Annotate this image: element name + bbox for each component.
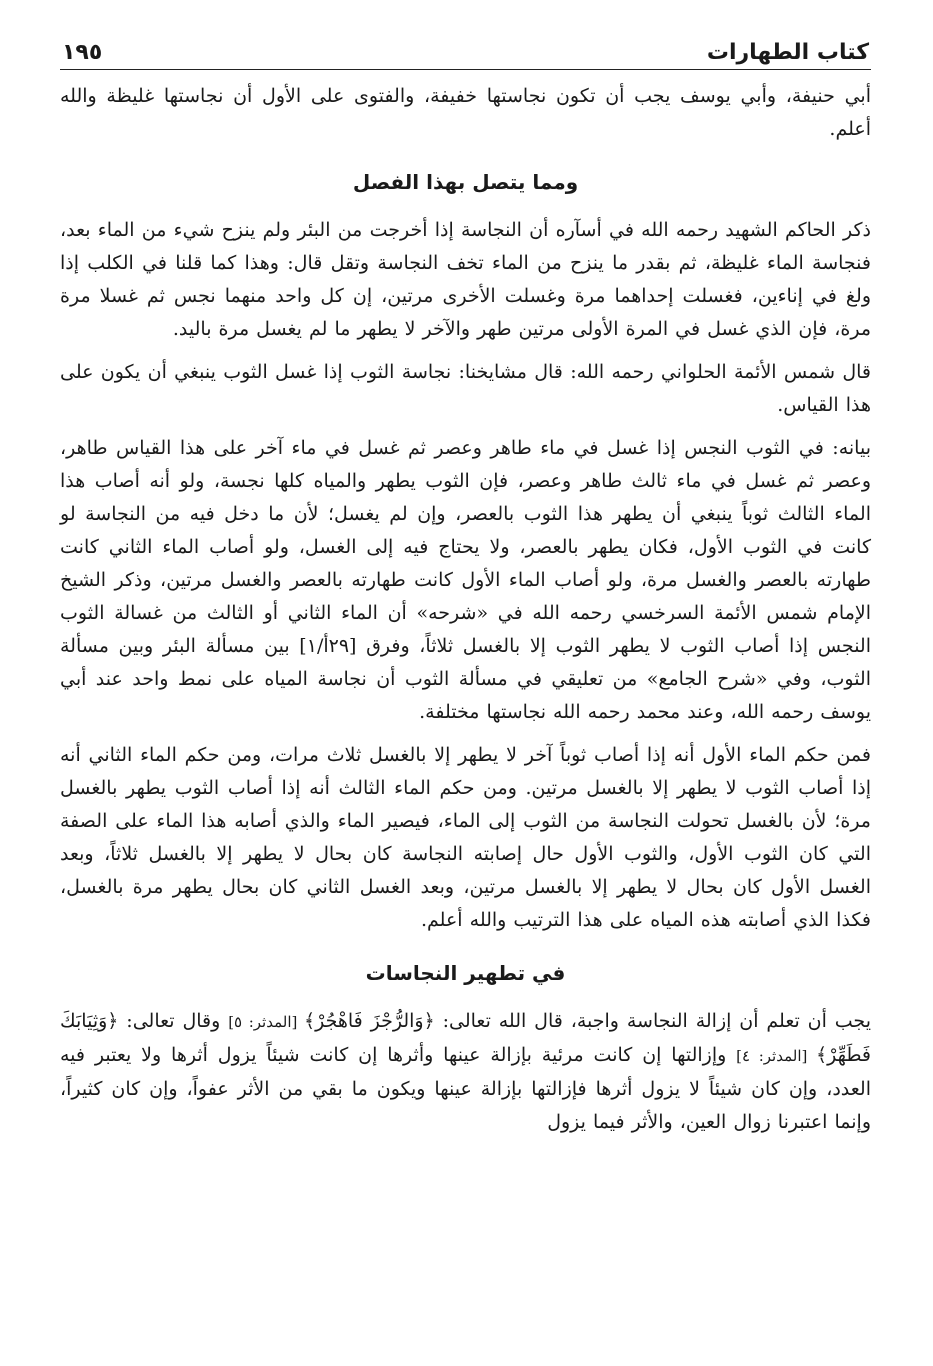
paragraph: فمن حكم الماء الأول أنه إذا أصاب ثوباً آخر لا يطهر إلا بالغسل ثلاث مرات، ومن حكم الماء الثاني أنه إذا أصاب الثوب لا يطهر إلا بالغسل مرتين. ومن حكم الماء الثالث أنه إذا أصاب الثوب يطهر بالغسل مرة؛ لأن بالغسل تحولت النجاسة من الثوب إلى الماء، فيصير الماء والذي أصابه هذا الماء على الصفة التي كان الثوب الأول، والثوب الأول حال إصابته النجاسة كان بحال لا يطهر إلا بالغسل ثلاثاً، وبعد الغسل الأول كان بحال لا يطهر إلا بالغسل مرتين، وبعد الغسل الثاني كان بحال يطهر مرة بالغسل، فكذا الذي أصابته هذه المياه على هذا الترتيب والله أعلم. [60,744,871,931]
section-heading: ومما يتصل بهذا الفصل [352,170,579,194]
body-text [60,80,871,1139]
paragraph: قال شمس الأئمة الحلواني رحمه الله: قال مشايخنا: نجاسة الثوب إذا غسل الثوب ينبغي أن يكون على هذا القياس. [60,361,871,416]
verse-reference: [المدثر: ٤] [736,1047,816,1065]
paragraph: ذكر الحاكم الشهيد رحمه الله في أسآره أن النجاسة إذا أخرجت من البئر ولم ينزح شيء من الماء بعد، فنجاسة الماء غليظة، ثم بقدر ما ينزح من الماء تخف النجاسة وتقل قال: وهذا كما قلنا في الكلب إذا ولغ في إناءين، فغسلت إحداهما مرة وغسلت الأخرى مرتين، إن كل واحد منهما نجس ثم غسلا مرة مرة، فإن الذي غسل في المرة الأولى مرتين طهر والآخر لا يطهر ما لم يغسل مرة باليد. [60,219,871,340]
quran-verse: ﴿وَالرُّجْزَ فَاهْجُرْ﴾ [303,1010,435,1032]
paragraph: بيانه: في الثوب النجس إذا غسل في ماء طاهر وعصر ثم غسل في ماء آخر على هذا القياس طاهر، وعصر ثم غسل في ماء ثالث طاهر وعصر، فإن الثوب يطهر والمياه كلها نجسة، ولو أنه أصاب هذا الماء الثالث ثوباً ينبغي أن يطهر هذا الثوب بالعصر، وإن لم يغسل؛ لأن ما دخل فيه من النجاسة لو كانت في الثوب الأول، فكان يطهر بالعصر، ولا يحتاج فيه إلى الغسل، ولو أصاب الماء الثاني كانت طهارته بالعصر والغسل مرة، ولو أصاب الماء الأول كانت طهارته بالعصر والغسل مرتين، وذكر الشيخ الإمام شمس الأئمة السرخسي رحمه الله في «شرحه» أن الماء الثاني أو الثالث من غسالة الثوب النجس إذا أصاب الثوب لا يطهر الثوب إلا بالغسل ثلاثاً، وفرق [٢٩أ/١] بين مسألة البئر وبين مسألة الثوب، وفي «شرح الجامع» من تعليقي في مسألة الثوب أن نجاسة المياه على نمط واحد عند أبي يوسف رحمه الله، وعند محمد رحمه الله نجاستها مختلفة. [60,437,871,723]
text-run: يجب أن تعلم أن إزالة النجاسة واجبة، قال الله تعالى: [434,1010,871,1032]
verse-reference: [المدثر: ٥] [228,1013,304,1031]
running-title: كتاب الطهارات [706,40,869,65]
paragraph: أبي حنيفة، وأبي يوسف يجب أن تكون نجاستها خفيفة، والفتوى على الأول أن نجاستها غليظة والله أعلم. [60,85,871,140]
page-number: ١٩٥ [62,40,103,65]
section-heading: في تطهير النجاسات [365,961,566,985]
text-run: وإزالتها إن كانت مرئية بإزالة عينها وأثرها إن كانت شيئاً يزول أثرها ولا يعتبر فيه العدد، وإن كان شيئاً لا يزول أثرها فإزالتها بإزالة عينها ويكون ما بقي من الأثر عفواً، وإن كان كثيراً، وإنما اعتبرنا زوال العين، والأثر فيما يزول [60,1044,871,1133]
running-header [60,30,871,70]
quran-verse: ﴿وَثِيَابَكَ فَطَهِّرْ﴾ [60,1010,871,1066]
paragraph [60,1005,871,1139]
text-run: وقال تعالى: [118,1010,229,1032]
